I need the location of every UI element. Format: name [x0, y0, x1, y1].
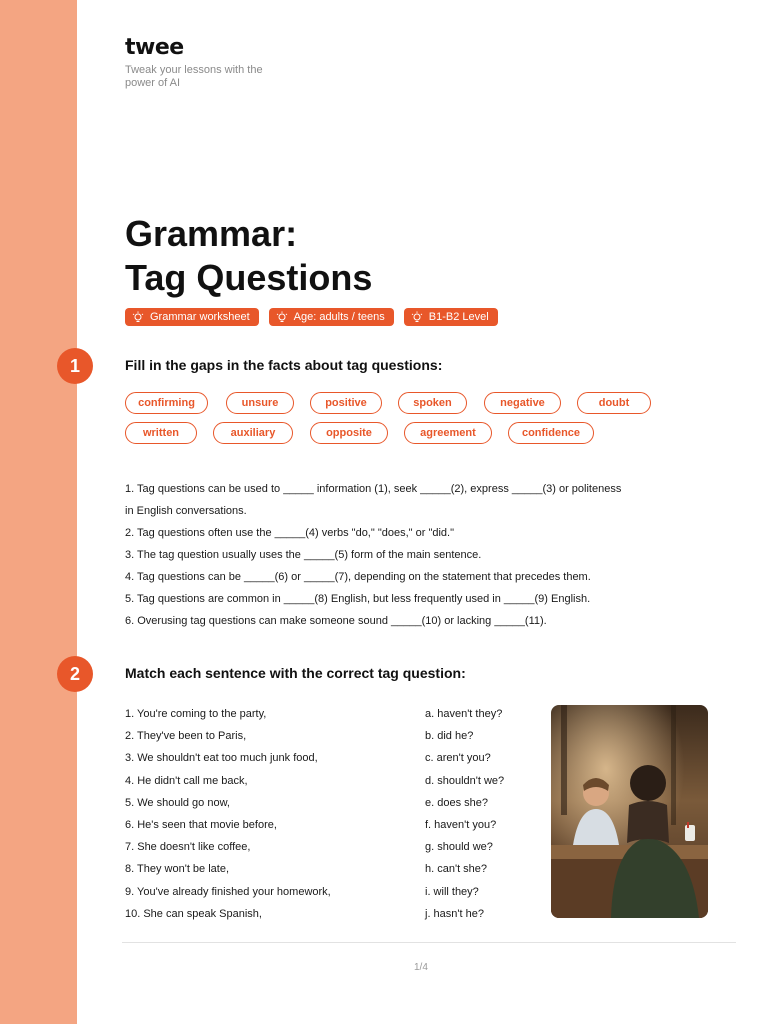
tag-label: Grammar worksheet [150, 311, 250, 323]
sentence-item: 7. She doesn't like coffee, [125, 841, 251, 854]
tag-label: B1-B2 Level [428, 311, 489, 323]
word-bank-item: spoken [398, 392, 467, 414]
lightbulb-icon [276, 311, 288, 323]
tagline: Tweak your lessons with the power of AI [125, 64, 263, 89]
tag-label: Age: adults / teens [293, 311, 385, 323]
page-number: 1/4 [414, 962, 428, 973]
fact-line: 3. The tag question usually uses the _____(5) form of the main sentence. [125, 549, 482, 561]
sentence-item: 1. You're coming to the party, [125, 708, 267, 720]
word-bank-item: confirming [125, 392, 208, 414]
word-bank-item: confidence [508, 422, 594, 444]
tag-question-item: h. can't she? [425, 863, 488, 876]
tag-question-item: j. hasn't he? [425, 907, 484, 920]
word-bank-item: opposite [310, 422, 388, 444]
tag-worksheet [125, 308, 259, 326]
footer-divider [122, 942, 736, 943]
sentence-item: 6. He's seen that movie before, [125, 819, 277, 832]
lightbulb-icon [411, 311, 423, 323]
facts-list [125, 478, 685, 632]
sentence-item: 9. You've already finished your homework, [125, 885, 331, 898]
fact-line: 2. Tag questions often use the _____(4) verbs "do," "does," or "did." [125, 527, 454, 539]
fact-line: 5. Tag questions are common in _____(8) English, but less frequently used in _____(9) English. [125, 593, 591, 605]
title-line-2: Tag Questions [125, 257, 373, 298]
word-bank-item: unsure [226, 392, 294, 414]
tag-question-item: a. haven't they? [425, 708, 503, 720]
word-bank-item: negative [484, 392, 561, 414]
tag-question-item: d. shouldn't we? [425, 774, 505, 787]
sentence-item: 3. We shouldn't eat too much junk food, [125, 752, 318, 765]
tag-question-item: c. aren't you? [425, 752, 491, 765]
brand [125, 36, 265, 90]
tag-list [125, 308, 498, 326]
section-2-number: 2 [57, 656, 93, 692]
tag-question-list [425, 703, 504, 925]
tag-level [404, 308, 498, 326]
fact-line: in English conversations. [125, 505, 247, 517]
tag-question-item: b. did he? [425, 730, 474, 743]
sentence-list [125, 703, 331, 925]
word-bank-item: doubt [577, 392, 651, 414]
tag-question-item: f. haven't you? [425, 819, 497, 832]
tag-question-item: i. will they? [425, 885, 479, 898]
sentence-item: 4. He didn't call me back, [125, 774, 248, 787]
sentence-item: 2. They've been to Paris, [125, 730, 247, 743]
sentence-item: 5. We should go now, [125, 796, 230, 809]
twee-logo[interactable]: twee [125, 35, 184, 60]
word-bank-item: auxiliary [213, 422, 293, 444]
conversation-photo [551, 705, 708, 918]
fact-line: 6. Overusing tag questions can make someone sound _____(10) or lacking _____(11). [125, 615, 547, 627]
word-bank-item: written [125, 422, 197, 444]
page-title [125, 212, 372, 300]
photo-illustration [551, 705, 708, 918]
section-1-title: Fill in the gaps in the facts about tag questions: [125, 357, 443, 373]
fact-line: 1. Tag questions can be used to _____ information (1), seek _____(2), express _____(3) or politeness [125, 483, 622, 495]
section-1-number: 1 [57, 348, 93, 384]
sentence-item: 8. They won't be late, [125, 863, 230, 876]
lightbulb-icon [132, 311, 144, 323]
tag-age [269, 308, 394, 326]
word-bank-item: positive [310, 392, 382, 414]
fact-line: 4. Tag questions can be _____(6) or _____(7), depending on the statement that precedes them. [125, 571, 591, 583]
section-2-title: Match each sentence with the correct tag question: [125, 665, 466, 681]
sentence-item: 10. She can speak Spanish, [125, 907, 262, 920]
tag-question-item: e. does she? [425, 796, 488, 809]
tag-question-item: g. should we? [425, 841, 493, 854]
side-band [0, 0, 77, 1024]
word-bank-item: agreement [404, 422, 492, 444]
title-line-1: Grammar: [125, 213, 298, 254]
